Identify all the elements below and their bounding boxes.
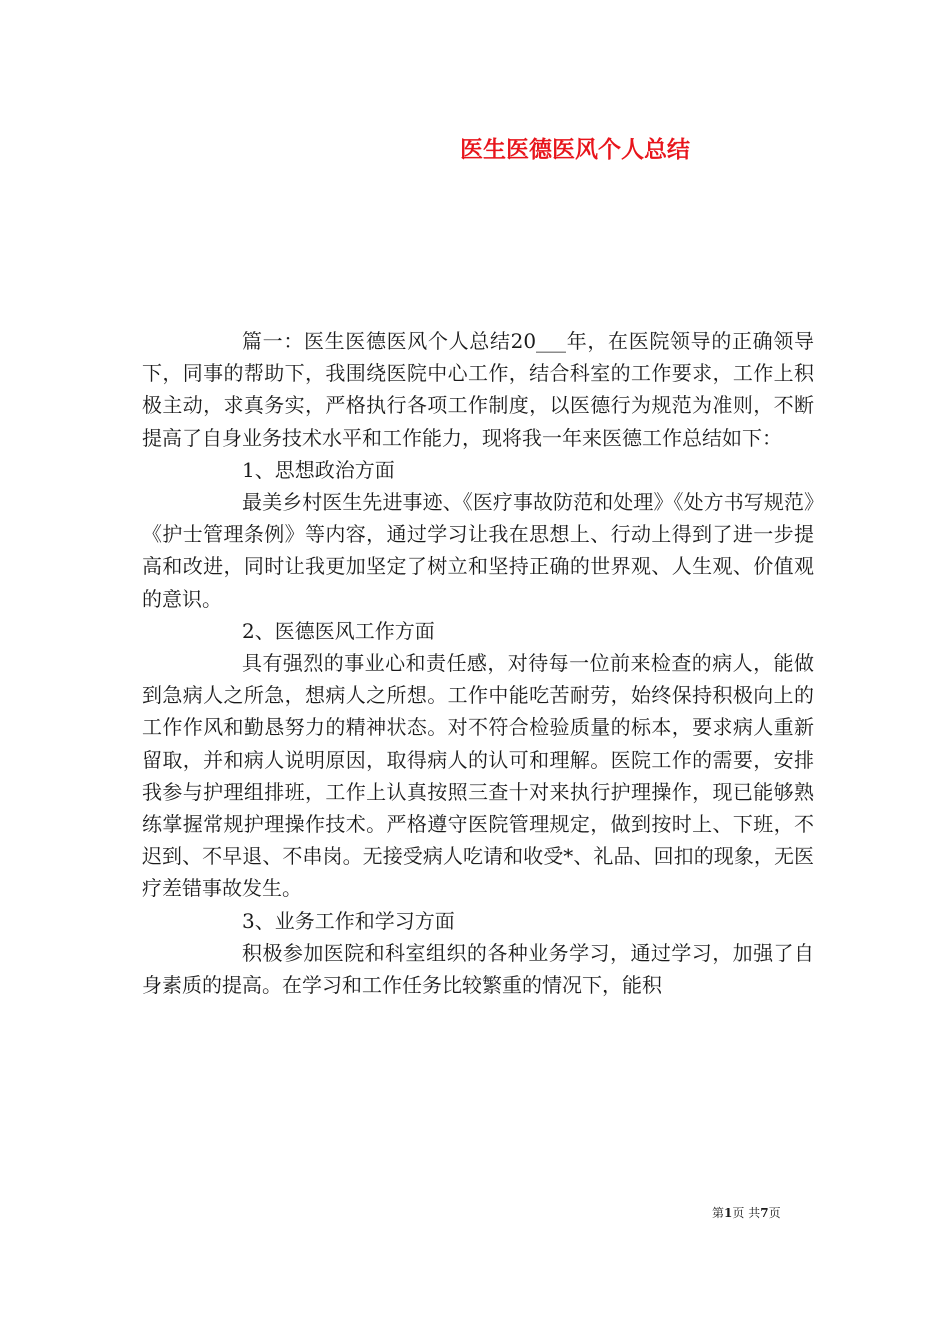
paragraph-intro: 篇一：医生医德医风个人总结20___年，在医院领导的正确领导下，同事的帮助下，我围绕医院中心工作，结合科室的工作要求，工作上积极主动，求真务实，严格执行各项工作制度，以医德行为规范为准则，不断提高了自身业务技术水平和工作能力，现将我一年来医德工作总结如下：: [142, 329, 814, 450]
section-heading-3: 3、业务工作和学习方面: [242, 908, 455, 933]
section-heading-2: 2、医德医风工作方面: [242, 618, 435, 643]
paragraph-section-3: 积极参加医院和科室组织的各种业务学习，通过学习，加强了自身素质的提高。在学习和工作任务比较繁重的情况下，能积: [142, 940, 814, 998]
paragraph-section-2: 具有强烈的事业心和责任感，对待每一位前来检查的病人，能做到急病人之所急，想病人之所想。工作中能吃苦耐劳，始终保持积极向上的工作作风和勤恳努力的精神状态。对不符合检验质量的标本，要求病人重新留取，并和病人说明原因，取得病人的认可和理解。医院工作的需要，安排我参与护理组排班，工作上认真按照三查十对来执行护理操作，现已能够熟练掌握常规护理操作技术。严格遵守医院管理规定，做到按时上、下班，不迟到、不早退、不串岗。无接受病人吃请和收受*、礼品、回扣的现象，无医疗差错事故发生。: [142, 651, 814, 901]
footer-suffix: 页: [768, 1206, 781, 1220]
footer-page-number: 1: [724, 1206, 733, 1220]
footer-middle: 页 共: [732, 1206, 761, 1220]
section-heading-1: 1、思想政治方面: [242, 457, 395, 482]
page-footer: [712, 1204, 781, 1221]
footer-prefix: 第: [712, 1206, 725, 1220]
paragraph-section-1: 最美乡村医生先进事迹、《医疗事故防范和处理》《处方书写规范》《护士管理条例》等内容，通过学习让我在思想上、行动上得到了进一步提高和改进，同时让我更加坚定了树立和坚持正确的世界观、人生观、价值观的意识。: [142, 490, 814, 611]
document-title: 医生医德医风个人总结: [460, 136, 690, 163]
footer-total-pages: 7: [760, 1206, 769, 1220]
document-body: [142, 325, 814, 1001]
